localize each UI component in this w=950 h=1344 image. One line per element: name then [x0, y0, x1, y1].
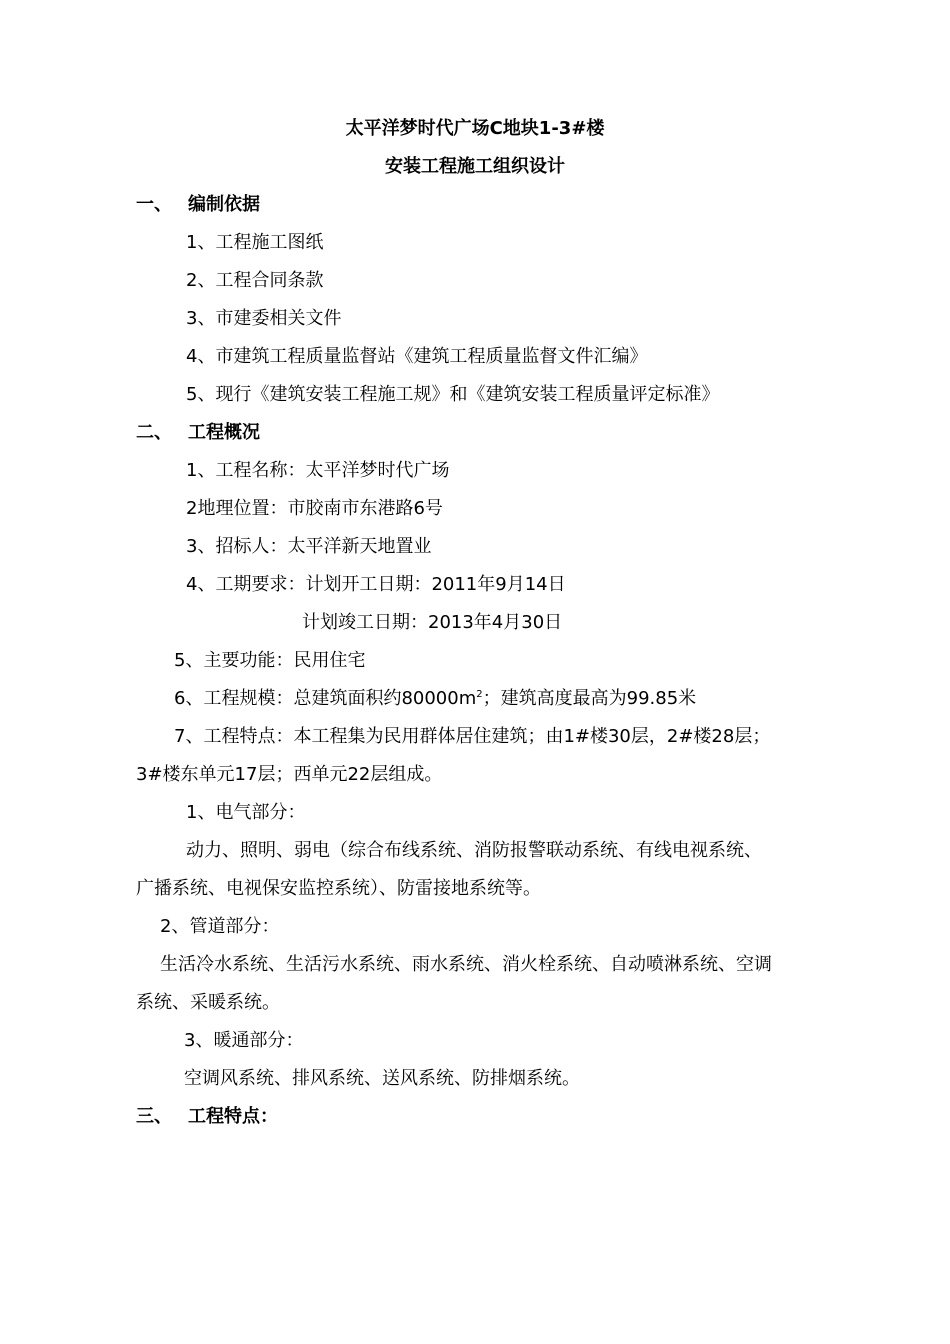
area-unit-superscript: 2 [476, 689, 483, 700]
hvac-line-1: 空调风系统、排风系统、送风系统、防排烟系统。 [184, 1068, 580, 1089]
section-2-number: 二、 [136, 422, 172, 443]
project-name: 1、工程名称：太平洋梦时代广场 [186, 460, 450, 481]
section-3-heading: 工程特点： [188, 1106, 278, 1127]
project-start-date: 4、工期要求：计划开工日期：2011年9月14日 [186, 574, 566, 595]
section-2-heading: 工程概况 [188, 422, 260, 443]
basis-item-4: 4、市建筑工程质量监督站《建筑工程质量监督文件汇编》 [186, 346, 648, 367]
project-feature-line-2: 3#楼东单元17层；西单元22层组成。 [136, 764, 443, 785]
project-location: 2地理位置：市胶南市东港路6号 [186, 498, 443, 519]
section-1-number: 一、 [136, 194, 172, 215]
piping-title: 2、管道部分： [160, 916, 280, 937]
project-end-date: 计划竣工日期：2013年4月30日 [302, 612, 563, 633]
piping-line-2: 系统、采暖系统。 [136, 992, 280, 1013]
project-height-text: ；建筑高度最高为99.85米 [482, 688, 697, 709]
document-subtitle: 安装工程施工组织设计 [385, 156, 565, 177]
basis-item-2: 2、工程合同条款 [186, 270, 324, 291]
basis-item-1: 1、工程施工图纸 [186, 232, 324, 253]
project-function: 5、主要功能：民用住宅 [174, 650, 366, 671]
electrical-line-1: 动力、照明、弱电（综合布线系统、消防报警联动系统、有线电视系统、 [186, 840, 762, 861]
basis-item-5: 5、现行《建筑安装工程施工规》和《建筑安装工程质量评定标准》 [186, 384, 720, 405]
project-scale [174, 687, 696, 711]
project-scale-text: 6、工程规模：总建筑面积约80000m [174, 688, 477, 709]
project-feature-line-1: 7、工程特点：本工程集为民用群体居住建筑；由1#楼30层，2#楼28层； [174, 726, 771, 747]
document-title: 太平洋梦时代广场C地块1-3#楼 [345, 118, 605, 139]
hvac-title: 3、暖通部分： [184, 1030, 304, 1051]
electrical-line-2: 广播系统、电视保安监控系统）、防雷接地系统等。 [136, 878, 541, 899]
section-1-heading: 编制依据 [188, 194, 260, 215]
electrical-title: 1、电气部分： [186, 802, 306, 823]
piping-line-1: 生活冷水系统、生活污水系统、雨水系统、消火栓系统、自动喷淋系统、空调 [160, 954, 772, 975]
basis-item-3: 3、市建委相关文件 [186, 308, 342, 329]
project-tenderer: 3、招标人：太平洋新天地置业 [186, 536, 432, 557]
section-3-number: 三、 [136, 1106, 172, 1127]
